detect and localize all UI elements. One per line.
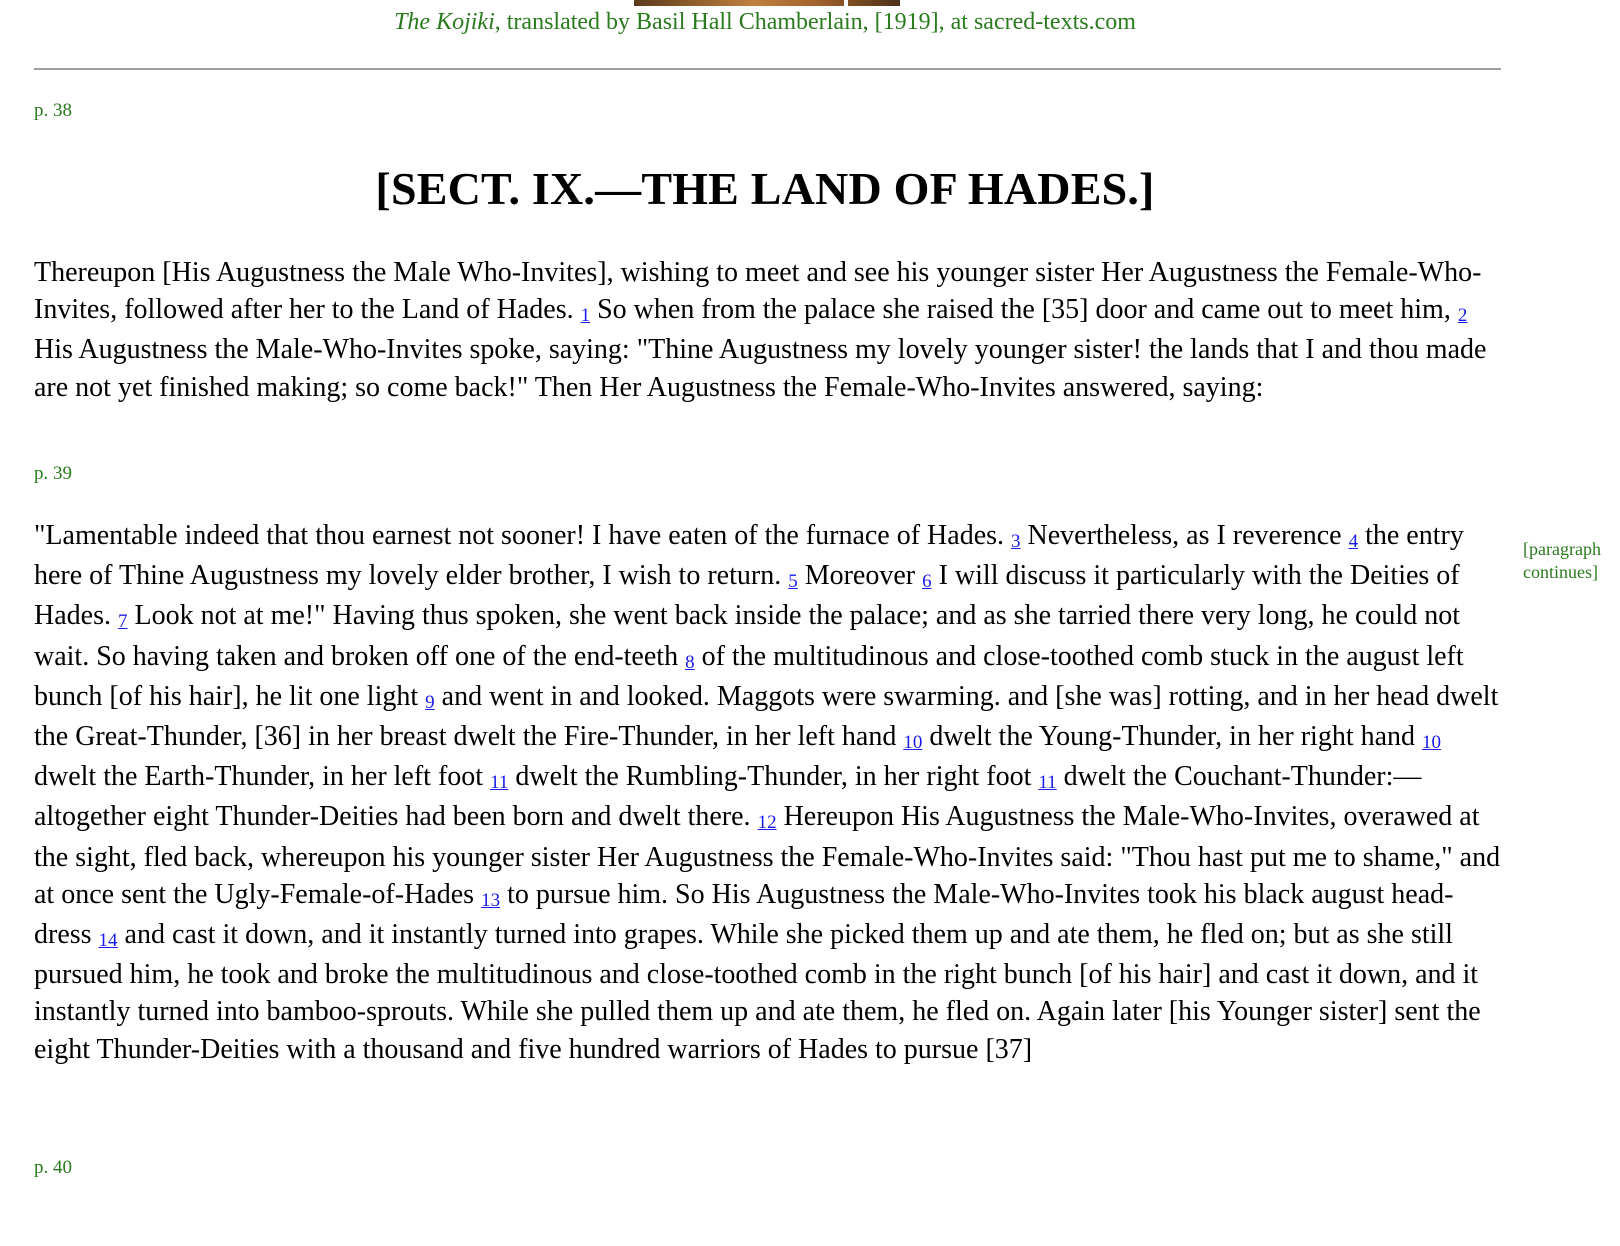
paragraph-1: Thereupon [His Augustness the Male Who-Invites], wishing to meet and see his younger sister Her Augustness the Female-Who-Invites, followed after her to the Land of Hades. 1 So when from the palace she raised the [35] door and came out to meet him, 2 His Augustness the Male-Who-Invites spoke, saying: "Thine Augustness my lovely younger sister! the lands that I and thou made are not yet finished making; so come back!" Then Her Augustness the Female-Who-Invites answered, saying:	[34, 257, 1487, 403]
footnote-link-12[interactable]: 12	[757, 812, 777, 834]
book-credit	[0, 6, 1530, 38]
footnote-link-1[interactable]: 1	[580, 305, 591, 327]
footnote-link-6[interactable]: 6	[922, 571, 932, 593]
footnote-link-3[interactable]: 3	[1011, 531, 1021, 552]
footnote-link-2[interactable]: 2	[1457, 305, 1468, 327]
footnote-link-13[interactable]: 13	[481, 889, 501, 911]
footnote-link-14[interactable]: 14	[98, 930, 118, 952]
footnote-link-9[interactable]: 9	[425, 691, 435, 713]
footnote-link-4[interactable]: 4	[1348, 531, 1359, 552]
footnote-link-5[interactable]: 5	[788, 571, 798, 593]
footnote-link-11b[interactable]: 11	[1038, 772, 1057, 794]
horizontal-rule	[34, 68, 1501, 70]
credit-text: , translated by Basil Hall Chamberlain, [1919], at sacred-texts.com	[494, 9, 1136, 35]
footnote-link-11[interactable]: 11	[490, 772, 509, 794]
paragraph-2: "Lamentable indeed that thou earnest not sooner! I have eaten of the furnace of Hades. 3 Nevertheless, as I reverence 4 the entry here of Thine Augustness my lovely elder brother, I wish to return. 5 Moreover 6 I will discuss it particularly with the Deities of Hades. 7 Look not at me!" Having thus spoken, she went back inside the palace; and as she tarried there very long, he could not wait. So having taken and broken off one of the end-teeth 8 of the multitudinous and close-toothed comb stuck in the august left bunch [of his hair], he lit one light 9 and went in and looked. Maggots were swarming. and [she was] rotting, and in her head dwelt the Great-Thunder, [36] in her breast dwelt the Fire-Thunder, in her left hand 10 dwelt the Young-Thunder, in her right hand 10 dwelt the Earth-Thunder, in her left foot 11 dwelt the Rumbling-Thunder, in her right foot 11 dwelt the Couchant-Thunder:—altogether eight Thunder-Deities had been born and dwelt there. 12 Hereupon His Augustness the Male-Who-Invites, overawed at the sight, fled back, whereupon his younger sister Her Augustness the Female-Who-Invites said: "Thou hast put me to shame," and at once sent the Ugly-Female-of-Hades 13 to pursue him. So His Augustness the Male-Who-Invites took his black august head-dress 14 and cast it down, and it instantly turned into grapes. While she picked them up and ate them, he fled on; but as she still pursued him, he took and broke the multitudinous and close-toothed comb in the right bunch [of his hair] and cast it down, and it instantly turned into bamboo-sprouts. While she pulled them up and ate them, he fled on. Again later [his Younger sister] sent the eight Thunder-Deities with a thousand and five hundred warriors of Hades to pursue [37]	[34, 520, 1501, 1065]
page-number-39: p. 39	[34, 463, 72, 484]
page-number-40: p. 40	[34, 1157, 72, 1178]
book-title[interactable]: The Kojiki	[394, 9, 495, 35]
footnote-link-10[interactable]: 10	[903, 732, 923, 754]
page-number-38: p. 38	[34, 100, 72, 121]
section-title: [SECT. IX.—THE LAND OF HADES.]	[375, 163, 1155, 214]
footnote-link-8[interactable]: 8	[685, 651, 695, 673]
footnote-link-10b[interactable]: 10	[1422, 732, 1442, 754]
paragraph-continues-note: [paragraph continues]	[1523, 539, 1601, 582]
footnote-link-7[interactable]: 7	[117, 611, 128, 633]
